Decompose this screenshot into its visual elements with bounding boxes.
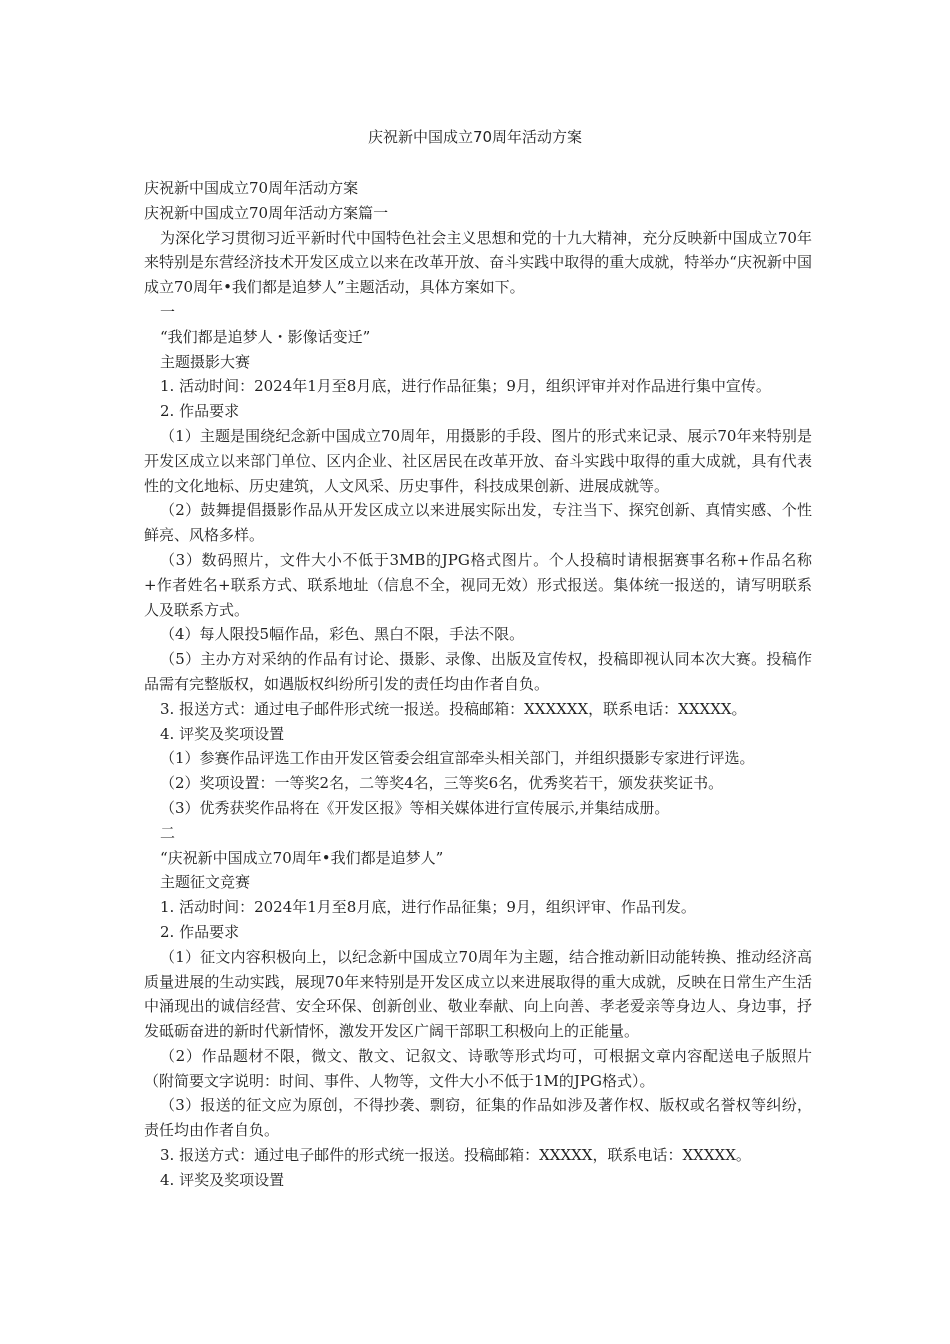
list-item: （1）征文内容积极向上，以纪念新中国成立70周年为主题，结合推动新旧动能转换、推动经济高质量进展的生动实践，展现70年来特别是开发区成立以来进展取得的重大成就，反映在日常生产生活中涌现出的诚信经营、安全环保、创新创业、敬业奉献、向上向善、孝老爱亲等身边人、身边事，抒发砥砺奋进的新时代新情怀，激发开发区广阔干部职工积极向上的正能量。 — [144, 947, 812, 1041]
list-item: 1. 活动时间：2024年1月至8月底，进行作品征集；9月，组织评审并对作品进行集中宣传。 — [160, 377, 771, 396]
list-item: 1. 活动时间：2024年1月至8月底，进行作品征集；9月，组织评审、作品刊发。 — [160, 898, 696, 917]
list-item: （3）数码照片，文件大小不低于3MB的JPG格式图片。个人投稿时请根据赛事名称+作品名称+作者姓名+联系方式、联系地址（信息不全，视同无效）形式报送。集体统一报送的，请写明联系人及联系方式。 — [144, 550, 812, 619]
list-item: （3）报送的征文应为原创，不得抄袭、剽窃，征集的作品如涉及著作权、版权或名誉权等纠纷，责任均由作者自负。 — [144, 1096, 812, 1140]
list-item: 2. 作品要求 — [160, 402, 240, 421]
document-body — [144, 176, 812, 1193]
list-item: （5）主办方对采纳的作品有讨论、摄影、录像、出版及宣传权，投稿即视认同本次大赛。投稿作品需有完整版权，如遇版权纠纷所引发的责任均由作者自负。 — [144, 650, 812, 693]
subheading-line: 庆祝新中国成立70周年活动方案篇一 — [144, 203, 389, 222]
document-title: 庆祝新中国成立70周年活动方案 — [367, 128, 583, 146]
section-number: 二 — [160, 823, 176, 842]
list-item: 3. 报送方式：通过电子邮件形式统一报送。投稿邮箱：XXXXXX，联系电话：XXXXX。 — [160, 699, 747, 718]
section-number: 一 — [160, 302, 176, 321]
intro-paragraph: 为深化学习贯彻习近平新时代中国特色社会主义思想和党的十九大精神，充分反映新中国成立70年来特别是东营经济技术开发区成立以来在改革开放、奋斗实践中取得的重大成就，特举办“庆祝新中国成立70周年•我们都是追梦人”主题活动，具体方案如下。 — [144, 228, 812, 297]
list-item: （2）鼓舞提倡摄影作品从开发区成立以来进展实际出发，专注当下、探究创新、真情实感、个性鲜亮、风格多样。 — [144, 501, 812, 545]
section-subtitle: 主题摄影大赛 — [160, 352, 251, 371]
list-item: 4. 评奖及奖项设置 — [160, 724, 285, 743]
heading-line: 庆祝新中国成立70周年活动方案 — [144, 179, 359, 197]
section-title: “庆祝新中国成立70周年•我们都是追梦人” — [160, 848, 444, 867]
list-item: 3. 报送方式：通过电子邮件的形式统一报送。投稿邮箱：XXXXX，联系电话：XXXXX。 — [160, 1146, 751, 1165]
list-item: （4）每人限投5幅作品，彩色、黑白不限，手法不限。 — [160, 625, 525, 644]
list-item: （2）作品题材不限，微文、散文、记叙文、诗歌等形式均可，可根据文章内容配送电子版照片（附简要文字说明：时间、事件、人物等，文件大小不低于1M的JPG格式）。 — [144, 1046, 812, 1090]
section-subtitle: 主题征文竞赛 — [160, 873, 251, 892]
list-item: （2）奖项设置：一等奖2名，二等奖4名，三等奖6名，优秀奖若干，颁发获奖证书。 — [160, 774, 724, 793]
section-title: “我们都是追梦人・影像话变迁” — [160, 327, 371, 346]
list-item: （1）参赛作品评选工作由开发区管委会组宣部牵头相关部门，并组织摄影专家进行评选。 — [160, 749, 755, 768]
list-item: （1）主题是围绕纪念新中国成立70周年，用摄影的手段、图片的形式来记录、展示70年来特别是开发区成立以来部门单位、区内企业、社区居民在改革开放、奋斗实践中取得的重大成就，具有代表性的文化地标、历史建筑，人文风采、历史事件，科技成果创新、进展成就等。 — [144, 426, 812, 495]
list-item: 4. 评奖及奖项设置 — [160, 1170, 285, 1189]
list-item: （3）优秀获奖作品将在《开发区报》等相关媒体进行宣传展示,并集结成册。 — [160, 798, 670, 817]
list-item: 2. 作品要求 — [160, 922, 240, 941]
